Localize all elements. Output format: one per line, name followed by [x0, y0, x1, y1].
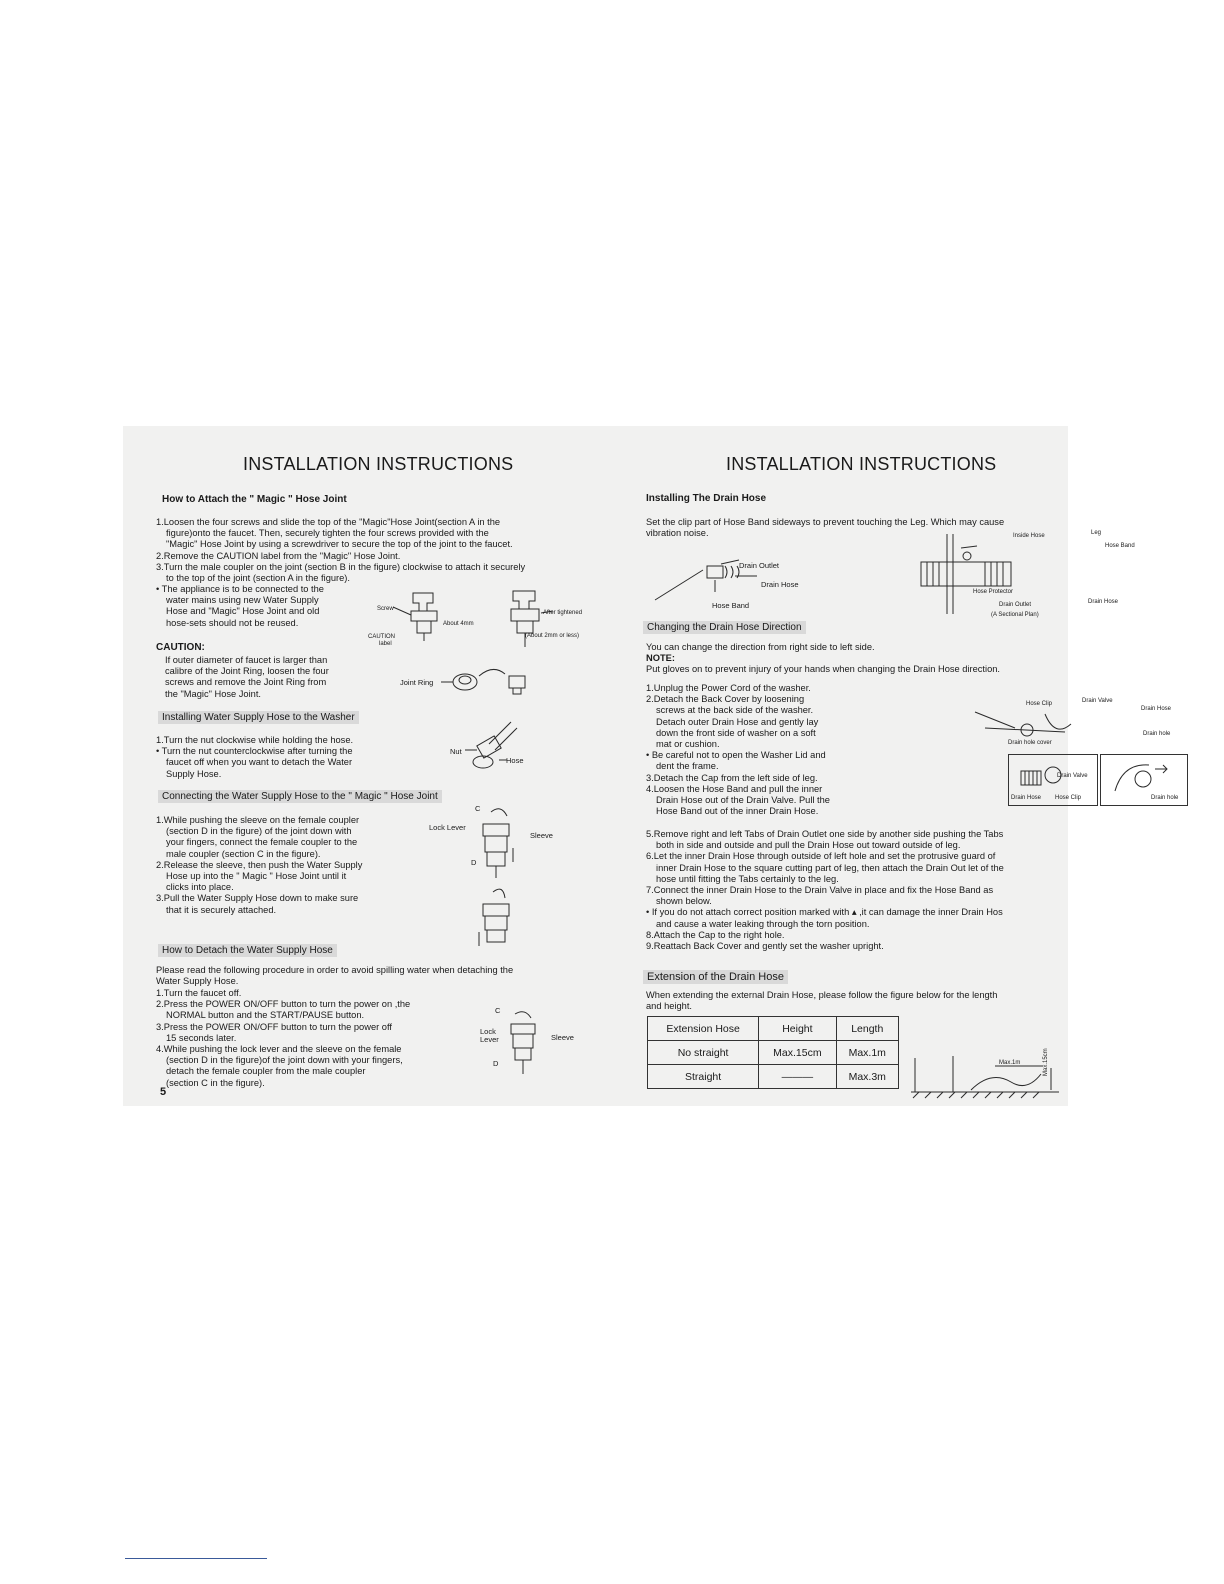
hose-protector-label: Hose Protector: [973, 589, 1014, 595]
direction-step: dent the frame.: [656, 761, 719, 772]
detach-intro-line: Please read the following procedure in order to avoid spilling water when detaching the: [156, 965, 514, 975]
fig-d-label: D: [471, 858, 477, 867]
sleeve-label: Sleeve: [530, 831, 553, 840]
connect-step: that it is securely attached.: [166, 904, 277, 915]
change-intro: [646, 642, 1066, 676]
nut-hose-figure: [463, 718, 533, 788]
hole-inset-drawing: [1115, 759, 1175, 795]
direction-step: 9.Reattach Back Cover and gently set the washer upright.: [646, 941, 884, 952]
attach-heading: How to Attach the " Magic " Hose Joint: [162, 494, 347, 505]
about-2mm-label: (About 2mm or less): [525, 633, 580, 639]
table-cell: ———: [759, 1065, 836, 1089]
water-supply-steps: [156, 735, 416, 780]
table-row: [648, 1065, 899, 1089]
attach-step: 3.Turn the male coupler on the joint (section B in the figure) clockwise to attach it securely: [156, 561, 526, 572]
table-cell: Straight: [648, 1065, 759, 1089]
drain-outlet-label-2: Drain Outlet: [999, 602, 1032, 608]
note-label: NOTE:: [646, 653, 675, 664]
direction-step: 1.Unplug the Power Cord of the washer.: [646, 683, 811, 693]
scanned-manual-spread: [123, 426, 1179, 1106]
inside-hose-label: Inside Hose: [1013, 533, 1045, 539]
water-step: • Turn the nut counterclockwise after turning the: [156, 746, 353, 757]
table-cell: Max.15cm: [759, 1041, 836, 1065]
connect-step: your fingers, connect the female coupler to the: [166, 837, 358, 848]
table-header-cell: Extension Hose: [648, 1017, 759, 1041]
direction-step: 3.Detach the Cap from the left side of leg.: [646, 772, 818, 783]
detach-step: NORMAL button and the START/PAUSE button.: [166, 1010, 365, 1021]
drain-hose-label-2: Drain Hose: [1088, 599, 1119, 605]
max-15cm-label: Max.15cm: [1043, 1048, 1049, 1076]
extension-heading: Extension of the Drain Hose: [643, 970, 788, 984]
direction-step: Hose Band out of the inner Drain Hose.: [656, 806, 819, 817]
screw-label: Screw: [377, 606, 394, 612]
change-direction-heading: Changing the Drain Hose Direction: [643, 621, 806, 634]
hose-clip-b-label: Hose Clip: [1055, 795, 1082, 801]
table-row: [648, 1041, 899, 1065]
joint-ring-figure: [441, 666, 541, 706]
footer-rule: [125, 1558, 267, 1559]
fig-c-label-2: C: [495, 1006, 501, 1015]
direction-step: Detach outer Drain Hose and gently lay: [656, 716, 819, 727]
note-line: • The appliance is to be connected to the: [156, 584, 324, 594]
appliance-note: [156, 584, 366, 629]
sectional-plan-label: (A Sectional Plan): [991, 612, 1039, 618]
detach-step: 1.Turn the faucet off.: [156, 988, 242, 998]
table-header-cell: Height: [759, 1017, 836, 1041]
connect-step: clicks into place.: [166, 882, 234, 893]
direction-step: screws at the back side of the washer.: [656, 705, 814, 716]
detach-step: detach the female coupler from the male coupler: [166, 1066, 366, 1077]
change-intro-line: You can change the direction from right side to left side.: [646, 642, 875, 652]
direction-step: hose until fitting the Tabs certainly to the leg.: [656, 873, 839, 884]
drain-valve-label: Drain Valve: [1082, 698, 1113, 704]
detach-step: 2.Press the POWER ON/OFF button to turn the power on ,the: [156, 999, 411, 1010]
direction-step: 6.Let the inner Drain Hose through outside of left hole and set the protrusive guard of: [646, 851, 996, 862]
drain-outlet-label: Drain Outlet: [739, 561, 780, 570]
direction-step: • Be careful not to open the Washer Lid and: [646, 750, 826, 761]
table-header-row: [648, 1017, 899, 1041]
note-line: water mains using new Water Supply: [166, 595, 319, 606]
detach-steps: [156, 988, 476, 1089]
water-step: 1.Turn the nut clockwise while holding the hose.: [156, 735, 354, 745]
extension-table: [647, 1016, 899, 1089]
faucet-joint-figure: [373, 581, 593, 651]
page-number: 5: [160, 1086, 167, 1098]
max-1m-label: Max.1m: [999, 1060, 1021, 1066]
right-page: [595, 426, 1179, 1106]
left-page: [123, 426, 595, 1106]
drain-hose-valve-label: Drain Hose: [1141, 706, 1172, 712]
direction-step: mat or cushion.: [656, 739, 720, 750]
extension-intro-line: and height.: [646, 1001, 693, 1012]
direction-step: shown below.: [656, 896, 712, 907]
table-header-cell: Length: [836, 1017, 898, 1041]
hose-clip-label: Hose Clip: [1026, 701, 1053, 707]
lock-lever-label: Lock Lever: [429, 823, 466, 832]
direction-step: both in side and outside and pull the Drain Hose out toward outside of leg.: [656, 840, 961, 851]
direction-step: 8.Attach the Cap to the right hole.: [646, 929, 785, 940]
direction-step: 2.Detach the Back Cover by loosening: [646, 694, 805, 705]
extension-intro-line: When extending the external Drain Hose, please follow the figure below for the length: [646, 990, 998, 1000]
detach-step: 3.Press the POWER ON/OFF button to turn the power off: [156, 1021, 392, 1032]
about-4mm-label: About 4mm: [443, 621, 474, 627]
fig-d-label-2: D: [493, 1059, 499, 1068]
attach-step: 1.Loosen the four screws and slide the top of the "Magic"Hose Joint(section A in the: [156, 517, 501, 527]
connect-step: 1.While pushing the sleeve on the female coupler: [156, 815, 360, 825]
attach-step: to the top of the joint (section A in the figure).: [166, 573, 350, 584]
direction-steps-2: [646, 829, 1068, 952]
table-cell: No straight: [648, 1041, 759, 1065]
detach-figure: [505, 1008, 555, 1078]
direction-step: Drain Hose out of the Drain Valve. Pull the: [656, 795, 830, 806]
table-cell: Max.3m: [836, 1065, 898, 1089]
connect-step: 2.Release the sleeve, then push the Water Supply: [156, 859, 363, 870]
detach-heading: How to Detach the Water Supply Hose: [158, 944, 337, 957]
detach-intro: [156, 965, 594, 987]
extension-hose-figure: [911, 1052, 1061, 1096]
detach-step: (section D in the figure)of the joint down with your fingers,: [166, 1055, 403, 1066]
connect-heading: Connecting the Water Supply Hose to the " Magic " Hose Joint: [158, 790, 442, 803]
drain-intro-line: Set the clip part of Hose Band sideways to prevent touching the Leg. Which may cause: [646, 517, 1005, 527]
drain-hose-b-label: Drain Hose: [1011, 795, 1042, 801]
direction-step: and cause a water leaking through the torn position.: [656, 918, 870, 929]
water-step: faucet off when you want to detach the Water: [166, 757, 353, 768]
water-step: Supply Hose.: [166, 768, 222, 779]
direction-step: • If you do not attach correct position marked with ▴ ,it can damage the inner Drain Hos: [646, 907, 1003, 918]
detach-step: (section C in the figure).: [166, 1077, 265, 1088]
hose-band-label: Hose Band: [712, 601, 750, 610]
drain-hole-label: Drain hole: [1143, 731, 1171, 737]
direction-step: 4.Loosen the Hose Band and pull the inner: [646, 783, 823, 794]
right-page-title: INSTALLATION INSTRUCTIONS: [726, 454, 997, 474]
joint-ring-label: Joint Ring: [400, 678, 434, 687]
detach-intro-line: Water Supply Hose.: [156, 976, 239, 987]
table-cell: Max.1m: [836, 1041, 898, 1065]
connect-step: male coupler (section C in the figure).: [166, 848, 321, 859]
note-text: Put gloves on to prevent injury of your hands when changing the Drain Hose direction.: [646, 664, 1001, 675]
note-line: hose-sets should not be reused.: [166, 617, 299, 628]
caution-line: screws and remove the Joint Ring from: [165, 677, 327, 688]
drain-heading: Installing The Drain Hose: [646, 493, 767, 504]
detach-step: 4.While pushing the lock lever and the sleeve on the female: [156, 1044, 402, 1055]
attach-step: 2.Remove the CAUTION label from the "Magic" Hose Joint.: [156, 550, 401, 561]
connect-steps: [156, 815, 416, 916]
direction-steps-1: [646, 683, 876, 817]
drain-intro-line: vibration noise.: [646, 528, 709, 539]
caution-text: [165, 655, 375, 700]
direction-step: 7.Connect the inner Drain Hose to the Drain Valve in place and fix the Hose Band as: [646, 885, 994, 896]
coupler-figure: [473, 804, 533, 954]
hose-label: Hose: [506, 756, 524, 765]
connect-step: (section D in the figure) of the joint down with: [166, 826, 352, 837]
label-fig-label: label: [379, 641, 392, 647]
caution-fig-label: CAUTION: [368, 634, 395, 640]
connect-step: 3.Pull the Water Supply Hose down to make sure: [156, 893, 359, 904]
sleeve-label-2: Sleeve: [551, 1033, 574, 1042]
left-page-title: INSTALLATION INSTRUCTIONS: [243, 454, 514, 474]
attach-step: "Magic" Hose Joint by using a screwdriver to secure the top of the joint to the faucet.: [166, 539, 513, 550]
drain-hose-label: Drain Hose: [761, 580, 799, 589]
detach-step: 15 seconds later.: [166, 1032, 237, 1043]
nut-label: Nut: [450, 747, 462, 756]
hose-band-label-2: Hose Band: [1105, 543, 1135, 549]
hole-inset-box: [1100, 754, 1188, 806]
note-line: Hose and "Magic" Hose Joint and old: [166, 606, 320, 617]
leg-label: Leg: [1091, 530, 1102, 536]
direction-step: 5.Remove right and left Tabs of Drain Outlet one side by another side pushing the Tabs: [646, 829, 1004, 839]
attach-steps: [156, 517, 591, 584]
attach-step: figure)onto the faucet. Then, securely tighten the four screws provided with the: [166, 528, 489, 539]
drain-valve-small-label: Drain Valve: [1057, 773, 1088, 779]
drain-hole-cover-label: Drain hole cover: [1008, 740, 1052, 746]
lock-label: Lock: [480, 1027, 496, 1036]
valve-inset-box: [1008, 754, 1098, 806]
direction-step: inner Drain Hose to the square cutting part of leg, then attach the Drain Out let of the: [656, 862, 1004, 873]
fig-c-label: C: [475, 804, 481, 813]
connect-step: Hose up into the " Magic " Hose Joint until it: [166, 871, 347, 882]
caution-heading: CAUTION:: [156, 642, 205, 653]
after-tightened-label: After tightened: [543, 610, 583, 616]
caution-line: the "Magic" Hose Joint.: [165, 688, 261, 699]
caution-line: If outer diameter of faucet is larger than: [165, 655, 328, 665]
water-supply-heading: Installing Water Supply Hose to the Washer: [158, 711, 359, 724]
drain-hole-b-label: Drain hole: [1151, 795, 1179, 801]
extension-intro: [646, 990, 1068, 1012]
caution-line: calibre of the Joint Ring, loosen the four: [165, 666, 329, 677]
direction-step: down the front side of washer on a soft: [656, 727, 816, 738]
lever-label: Lever: [480, 1035, 499, 1044]
